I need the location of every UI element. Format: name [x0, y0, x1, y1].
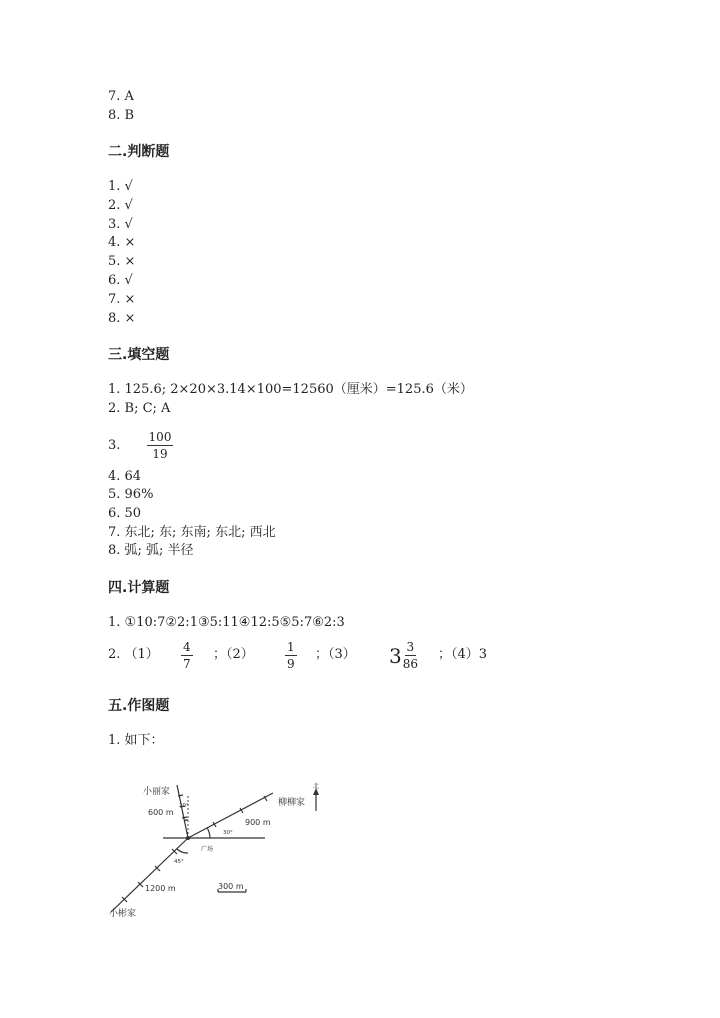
label-liuliu: 柳柳家	[278, 798, 306, 808]
fraction-denominator: 9	[287, 657, 295, 671]
label-north: 北	[313, 783, 320, 790]
fraction-denominator: 86	[402, 657, 419, 671]
direction-diagram	[105, 775, 345, 925]
angle-45: 45°	[174, 859, 184, 865]
label-guangchang: 广场	[201, 846, 214, 853]
fraction-numerator: 1	[287, 640, 295, 654]
fraction-denominator: 7	[183, 657, 191, 671]
dist-900: 900 m	[245, 818, 271, 827]
fraction-denominator: 19	[152, 447, 168, 461]
origin-point	[186, 836, 190, 840]
fraction-1-9	[285, 640, 297, 671]
answer-4-2-part2-label: ；（2）	[213, 647, 254, 662]
label-xiaobin: 小彬家	[109, 909, 137, 919]
answer-4-2-part1-value	[181, 640, 193, 671]
answer-1-8: 8. B	[108, 108, 135, 123]
answer-2-5: 5. ×	[108, 254, 136, 269]
answer-4-2-part2-value	[285, 640, 297, 671]
fraction-numerator: 3	[406, 640, 415, 654]
answer-2-3: 3. √	[108, 217, 133, 232]
answer-2-4: 4. ×	[108, 235, 136, 250]
label-xiaoli: 小丽家	[143, 787, 171, 797]
answer-3-5: 5. 96%	[108, 487, 154, 502]
scale-label: 300 m	[218, 882, 244, 891]
fraction-numerator: 100	[148, 430, 172, 444]
answer-4-2-part3-label: ；（3）	[315, 647, 356, 662]
fraction-3-86	[403, 640, 418, 671]
angle-20: 20°	[179, 803, 189, 809]
answer-4-2-part4: ；（4）3	[438, 647, 488, 662]
fraction-4-7	[181, 640, 193, 671]
mixed-number-whole: 3	[389, 643, 402, 668]
answer-4-2-part1-label: 2. （1）	[108, 647, 159, 662]
answer-4-1: 1. ①10:7②2:1③5:11④12:5⑤5:7⑥2:3	[108, 615, 345, 630]
answer-3-2: 2. B; C; A	[108, 401, 171, 416]
answer-2-8: 8. ×	[108, 311, 136, 326]
answer-2-7: 7. ×	[108, 292, 136, 307]
dist-600: 600 m	[148, 808, 174, 817]
answer-5-1: 1. 如下：	[108, 733, 164, 748]
line-to-xiaobin	[111, 838, 188, 912]
answer-2-1: 1. √	[108, 179, 133, 194]
answer-3-3	[108, 430, 173, 461]
dist-1200: 1200 m	[145, 884, 176, 893]
answer-3-8: 8. 弧; 弧; 半径	[108, 543, 194, 558]
section-2-heading: 二.判断题	[108, 144, 170, 160]
line-to-xiaoli	[177, 785, 188, 838]
section-4-heading: 四.计算题	[108, 580, 170, 596]
angle-30: 30°	[223, 830, 233, 836]
answer-4-2-part3-value	[389, 640, 418, 671]
answer-3-1: 1. 125.6; 2×20×3.14×100=12560（厘米）=125.6（米）	[108, 382, 473, 397]
answer-3-4: 4. 64	[108, 469, 142, 484]
answer-3-3-label: 3.	[108, 437, 121, 453]
answer-2-6: 6. √	[108, 273, 133, 288]
answer-2-2: 2. √	[108, 198, 133, 213]
answer-1-7: 7. A	[108, 89, 134, 104]
answer-3-6: 6. 50	[108, 506, 142, 521]
fraction-100-19	[147, 430, 174, 461]
section-5-heading: 五.作图题	[108, 698, 170, 714]
answer-3-7: 7. 东北; 东; 东南; 东北; 西北	[108, 525, 276, 540]
fraction-numerator: 4	[183, 640, 191, 654]
section-3-heading: 三.填空题	[108, 347, 170, 363]
